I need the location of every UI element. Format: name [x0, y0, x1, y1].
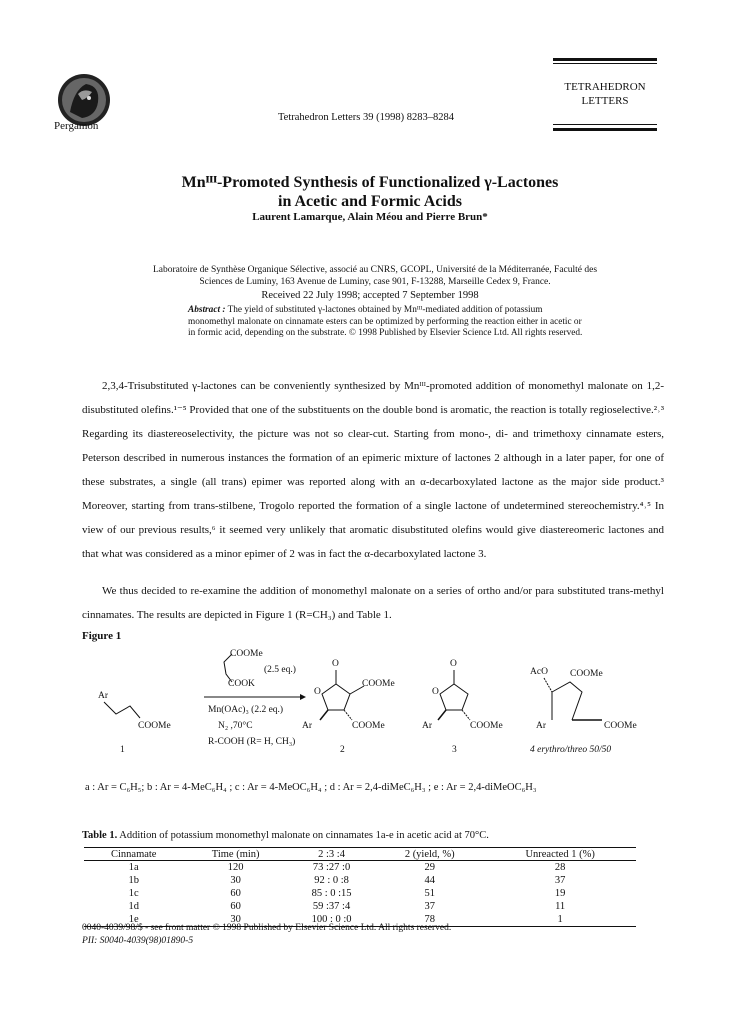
- authors: Laurent Lamarque, Alain Méou and Pierre Brun*: [252, 211, 488, 223]
- table-cell: 51: [424, 888, 435, 899]
- page-footer: [82, 922, 451, 948]
- title-line1: Mnᴵᴵᴵ-Promoted Synthesis of Functionalized γ-Lactones: [181, 174, 559, 191]
- reagent-eq: (2.5 eq.): [264, 665, 296, 675]
- results-table: [84, 847, 636, 927]
- table-header-cell: Unreacted 1 (%): [484, 848, 636, 861]
- table-cell: 37: [424, 901, 435, 912]
- brand-rule-bottom-thin: [553, 124, 657, 125]
- table-cell: 19: [554, 888, 566, 899]
- compound-4-ar: Ar: [536, 721, 547, 731]
- table-cell: 1a: [128, 862, 139, 873]
- compound-3: [422, 659, 503, 755]
- figure-legend: a : Ar = C₆H₅; b : Ar = 4-MeC₆H₄ ; c : Ar = 4-MeOC₆H₄ ; d : Ar = 2,4-diMeC₆H₃ ; e : Ar = 2,4-diMeOC₆H₃: [85, 782, 537, 793]
- compound-2-ring-o: O: [314, 687, 321, 697]
- table-cell: 78: [375, 913, 484, 927]
- journal-brand-line2: LETTERS: [581, 95, 629, 107]
- journal-brand: [550, 80, 660, 108]
- compound-3-number: 3: [452, 745, 457, 755]
- table-cell: 100 : 0 :0: [288, 913, 375, 927]
- affiliation: Laboratoire de Synthèse Organique Sélective, associé au CNRS, GCOPL, Université de la Méditerranée, Faculté des Sciences de Luminy, 163 Avenue de Luminy, case 901, F-13288, Marseille Cedex 9, France.: [152, 265, 598, 287]
- abstract-label: Abstract :: [188, 305, 226, 315]
- body-paragraph-1: 2,3,4-Trisubstituted γ-lactones can be conveniently synthesized by Mnᴵᴵᴵ-promoted addition of monomethyl malonate on 1,2-disubstituted olefins.¹⁻⁵ Provided that one of the substituents on the double bond is aromatic, the reaction is totally regioselective.²˒³ Regarding its diastereoselectivity, the picture was not so clear-cut. Starting from mono-, di- and trimethoxy cinnamate esters, Peterson described in numerous instances the formation of an epimeric mixture of lactones 2 although in a later paper, for one of these substrates, a single (all trans) epimer was reported along with an α-decarboxylated lactone as the major side product.³ Moreover, starting from trans-stilbene, Trogolo reported the formation of a single lactone of undetermined stereochemistry.⁴˒⁵ In view of our previous results,⁶ it seemed very unlikely that aromatic disubstituted olefins would give diastereomeric lactones and that what was considered as a minor epimer of 2 was in fact the α-decarboxylated lactone 3.: [82, 380, 664, 560]
- table-header-cell: Time (min): [183, 848, 287, 861]
- abstract-copyright: © 1998 Published by Elsevier Science Ltd. All rights reserved.: [348, 328, 583, 338]
- table-cell: 1e: [84, 913, 183, 927]
- journal-reference: Tetrahedron Letters 39 (1998) 8283–8284: [278, 112, 454, 123]
- compound-4-coome-bottom: COOMe: [604, 721, 637, 731]
- table-caption: [82, 830, 489, 841]
- table-caption-label: Table 1.: [82, 830, 118, 841]
- body-paragraph-2: We thus decided to re-examine the addition of monomethyl malonate on a series of ortho and/or para substituted trans-methyl cinnamates. The results are depicted in Figure 1 (R=CH₃) and Table 1.: [82, 585, 664, 621]
- table-cell: 60: [230, 901, 241, 912]
- condition-3: R-COOH (R= H, CH₃): [208, 737, 296, 747]
- table-cell: 11: [555, 901, 566, 912]
- table-cell: 30: [230, 875, 241, 886]
- table-cell: 28: [554, 862, 566, 873]
- compound-1-number: 1: [120, 745, 125, 755]
- table-row: [84, 874, 636, 887]
- compound-2-coome-top: COOMe: [362, 679, 395, 689]
- table-cell: 37: [554, 875, 566, 886]
- compound-2: [302, 659, 395, 755]
- compound-1-ar: Ar: [98, 691, 109, 701]
- footer-copyright: 0040-4039/98/$ - see front matter © 1998 Published by Elsevier Science Ltd. All rights reserved.: [82, 923, 452, 933]
- table-header-cell: 2 (yield, %): [375, 848, 484, 861]
- table-row: [84, 861, 636, 875]
- reaction-scheme: [82, 646, 672, 758]
- compound-4: [530, 667, 637, 755]
- journal-brand-line1: TETRAHEDRON: [564, 81, 646, 93]
- title-line2: in Acetic and Formic Acids: [278, 193, 462, 210]
- reagent-block: [204, 649, 306, 747]
- table-row: [84, 887, 636, 900]
- table-cell: 1: [484, 913, 636, 927]
- brand-rule-bottom: [553, 128, 657, 131]
- compound-4-number: 4 erythro/threo 50/50: [530, 745, 612, 755]
- figure-label: Figure 1: [82, 630, 122, 642]
- article-title: [40, 173, 700, 211]
- compound-1-coome: COOMe: [138, 721, 171, 731]
- table-cell: 1b: [128, 875, 139, 886]
- table-cell: 85 : 0 :15: [311, 888, 352, 899]
- compound-2-coome-bottom: COOMe: [352, 721, 385, 731]
- compound-4-coome-top: COOMe: [570, 669, 603, 679]
- compound-2-number: 2: [340, 745, 345, 755]
- abstract: [188, 305, 588, 340]
- table-caption-text: Addition of potassium monomethyl malonate on cinnamates 1a-e in acetic acid at 70°C.: [119, 830, 489, 841]
- compound-4-aco: AcO: [530, 667, 548, 677]
- table-cell: 60: [230, 888, 241, 899]
- table-header-cell: 2 :3 :4: [288, 848, 375, 861]
- compound-3-ring-o: O: [432, 687, 439, 697]
- reagent-coome: COOMe: [230, 649, 263, 659]
- table-header-row: [84, 848, 636, 861]
- table-cell: 30: [183, 913, 287, 927]
- table-cell: 1c: [128, 888, 139, 899]
- table-cell: 59 :37 :4: [312, 901, 351, 912]
- table-cell: 92 : 0 :8: [314, 875, 349, 886]
- abstract-text: The yield of substituted γ-lactones obtained by Mnᴵᴵᴵ-mediated addition of potassium monomethyl malonate on cinnamate esters can be optimized by performing the reaction either in acetic or in formic acid, depending on the substrate.: [188, 305, 582, 338]
- reagent-cook: COOK: [228, 679, 255, 689]
- table-cell: 1d: [128, 901, 139, 912]
- compound-3-carbonyl-o: O: [450, 659, 457, 669]
- compound-2-carbonyl-o: O: [332, 659, 339, 669]
- footer-pii: PII: S0040-4039(98)01890-5: [82, 936, 194, 946]
- compound-3-coome: COOMe: [470, 721, 503, 731]
- table-cell: 73 :27 :0: [312, 862, 351, 873]
- received-dates: Received 22 July 1998; accepted 7 September 1998: [261, 290, 479, 301]
- compound-1: [98, 691, 171, 755]
- table-header-cell: Cinnamate: [84, 848, 183, 861]
- brand-rule-top-thin: [553, 63, 657, 64]
- table-cell: 29: [424, 862, 435, 873]
- condition-1: Mn(OAc)₃ (2.2 eq.): [208, 705, 284, 715]
- table-cell: 44: [424, 875, 435, 886]
- publisher-name: Pergamon: [54, 120, 99, 132]
- table-row: [84, 900, 636, 913]
- brand-rule-top: [553, 58, 657, 61]
- table-cell: 120: [227, 862, 244, 873]
- condition-2: N₂ ,70°C: [218, 721, 253, 731]
- compound-3-ar: Ar: [422, 721, 433, 731]
- compound-2-ar: Ar: [302, 721, 313, 731]
